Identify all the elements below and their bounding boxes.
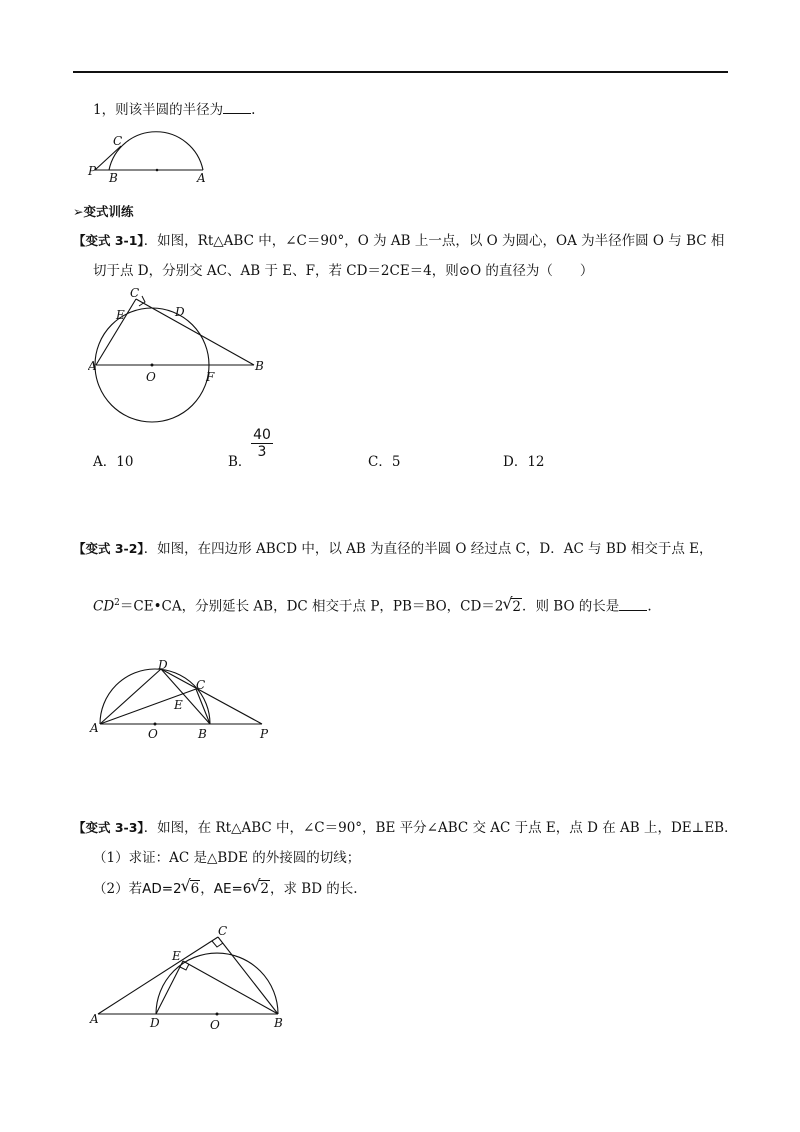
- q33-sub1-text: （1）求证：AC 是△BDE 的外接圆的切线；: [93, 850, 361, 866]
- q31-tag: 【变式 3-1】: [73, 233, 144, 248]
- q33-ad: AD=2: [142, 881, 182, 897]
- label-B: B: [109, 171, 118, 184]
- fraction-denominator: 3: [257, 444, 267, 460]
- q32-text1: ．如图，在四边形 ABCD 中，以 AB 为直径的半圆 O 经过点 C，D．AC 与 BD 相交于点 E，: [143, 541, 713, 557]
- section-header: [73, 203, 134, 221]
- q33-line1: [73, 819, 738, 837]
- q33-text1: ．如图，在 Rt△ABC 中，∠C＝90°，BE 平分∠ABC 交 AC 于点 E，点 D 在 AB 上，DE⊥EB．: [143, 820, 738, 836]
- label-O: O: [210, 1018, 220, 1032]
- figure-circle-tangent: [88, 286, 268, 430]
- label-C: C: [113, 134, 123, 148]
- q32-line2: [93, 594, 652, 616]
- q32-sqrt: [503, 598, 522, 616]
- tangent-line: [95, 146, 121, 170]
- label-O: O: [146, 370, 156, 384]
- q33-ad-sqrt-value: 6: [190, 881, 200, 897]
- semicircle-O: [100, 669, 210, 724]
- label-C: C: [196, 678, 206, 692]
- intro-suffix: .: [251, 102, 256, 118]
- q31-text1: ．如图，Rt△ABC 中，∠C＝90°，O 为 AB 上一点，以 O 为圆心，OA 为半径作圆 O 与 BC 相: [143, 233, 725, 249]
- center-O: [154, 723, 157, 726]
- fraction-numerator: 40: [251, 427, 273, 444]
- center-dot: [156, 169, 159, 172]
- option-d-letter: D．: [503, 454, 528, 470]
- label-C: C: [130, 286, 140, 300]
- label-O: O: [148, 727, 158, 741]
- label-B: B: [198, 727, 207, 741]
- option-c[interactable]: [368, 450, 400, 470]
- label-A: A: [88, 359, 97, 373]
- q32-cd: CD: [93, 598, 115, 615]
- q31-text2: 切于点 D，分别交 AC、AB 于 E、F，若 CD＝2CE＝4，则⊙O 的直径为（ ）: [93, 263, 594, 279]
- line-EB: [183, 961, 278, 1014]
- q33-ae-sqrt-value: 2: [260, 881, 269, 897]
- q33-sub2-end: ，求 BD 的长.: [269, 881, 358, 897]
- q32-text2b: ＝CE•CA，分别延长 AB，DC 相交于点 P，PB＝BO，CD＝2: [119, 598, 504, 615]
- q32-text2c: ．则 BO 的长是: [521, 598, 620, 615]
- label-E: E: [174, 698, 183, 712]
- label-A: A: [90, 721, 99, 735]
- option-a-value: 10: [116, 454, 134, 470]
- label-P: P: [260, 727, 269, 741]
- intro-text: 1，则该半圆的半径为: [93, 102, 224, 118]
- label-D: D: [175, 305, 185, 319]
- q32-end: .: [647, 598, 652, 615]
- q32-sup: 2: [114, 598, 120, 608]
- label-B: B: [274, 1016, 283, 1030]
- line-AC: [98, 937, 218, 1014]
- label-A: A: [90, 1012, 99, 1026]
- label-P: P: [88, 164, 97, 178]
- section-title: 变式训练: [83, 204, 134, 219]
- q31-line1: [73, 232, 724, 250]
- line-DE: [156, 961, 183, 1014]
- q32-tag: 【变式 3-2】: [73, 541, 144, 556]
- center-O: [151, 364, 154, 367]
- figure-triangle-semicircle: [88, 924, 298, 1034]
- label-B: B: [255, 359, 264, 373]
- label-C: C: [218, 924, 228, 938]
- option-d-value: 12: [527, 454, 545, 470]
- q32-line1: [73, 540, 713, 558]
- section-marker: ➢: [73, 204, 84, 219]
- option-b-fraction: [251, 427, 273, 460]
- q33-sub2: [93, 880, 358, 898]
- center-O: [216, 1013, 219, 1016]
- line-AD: [100, 669, 161, 724]
- q32-sqrt-value: 2: [512, 598, 521, 615]
- q33-sub2-mid: ，: [200, 881, 214, 897]
- q33-ae: AE=6: [213, 881, 252, 897]
- q33-ad-sqrt: [182, 880, 201, 898]
- option-c-letter: C．: [368, 454, 392, 470]
- label-A: A: [197, 171, 206, 184]
- q33-sub2-prefix: （2）若: [93, 881, 143, 897]
- label-D: D: [158, 658, 168, 672]
- option-c-value: 5: [391, 454, 401, 470]
- option-d[interactable]: [503, 450, 545, 470]
- option-a[interactable]: [93, 450, 133, 470]
- q33-sub1: [93, 849, 360, 867]
- header-rule: [73, 71, 728, 73]
- q33-ae-sqrt: [251, 880, 270, 898]
- label-F: F: [206, 370, 215, 384]
- option-b[interactable]: [228, 450, 251, 470]
- label-D: D: [150, 1016, 160, 1030]
- line-CB: [218, 937, 278, 1014]
- figure-semicircle: [85, 128, 215, 184]
- answer-blank: [223, 101, 251, 114]
- semicircle-arc: [109, 132, 203, 170]
- option-a-letter: A．: [93, 454, 117, 470]
- line-CB: [136, 299, 254, 365]
- label-E: E: [172, 949, 181, 963]
- q31-line2: [93, 262, 593, 280]
- label-E: E: [116, 308, 125, 322]
- answer-blank-2: [619, 598, 647, 611]
- option-b-letter: B．: [228, 454, 252, 470]
- figure-semicircle-quad: [88, 656, 278, 744]
- q33-tag: 【变式 3-3】: [73, 820, 144, 835]
- intro-line: [93, 101, 255, 119]
